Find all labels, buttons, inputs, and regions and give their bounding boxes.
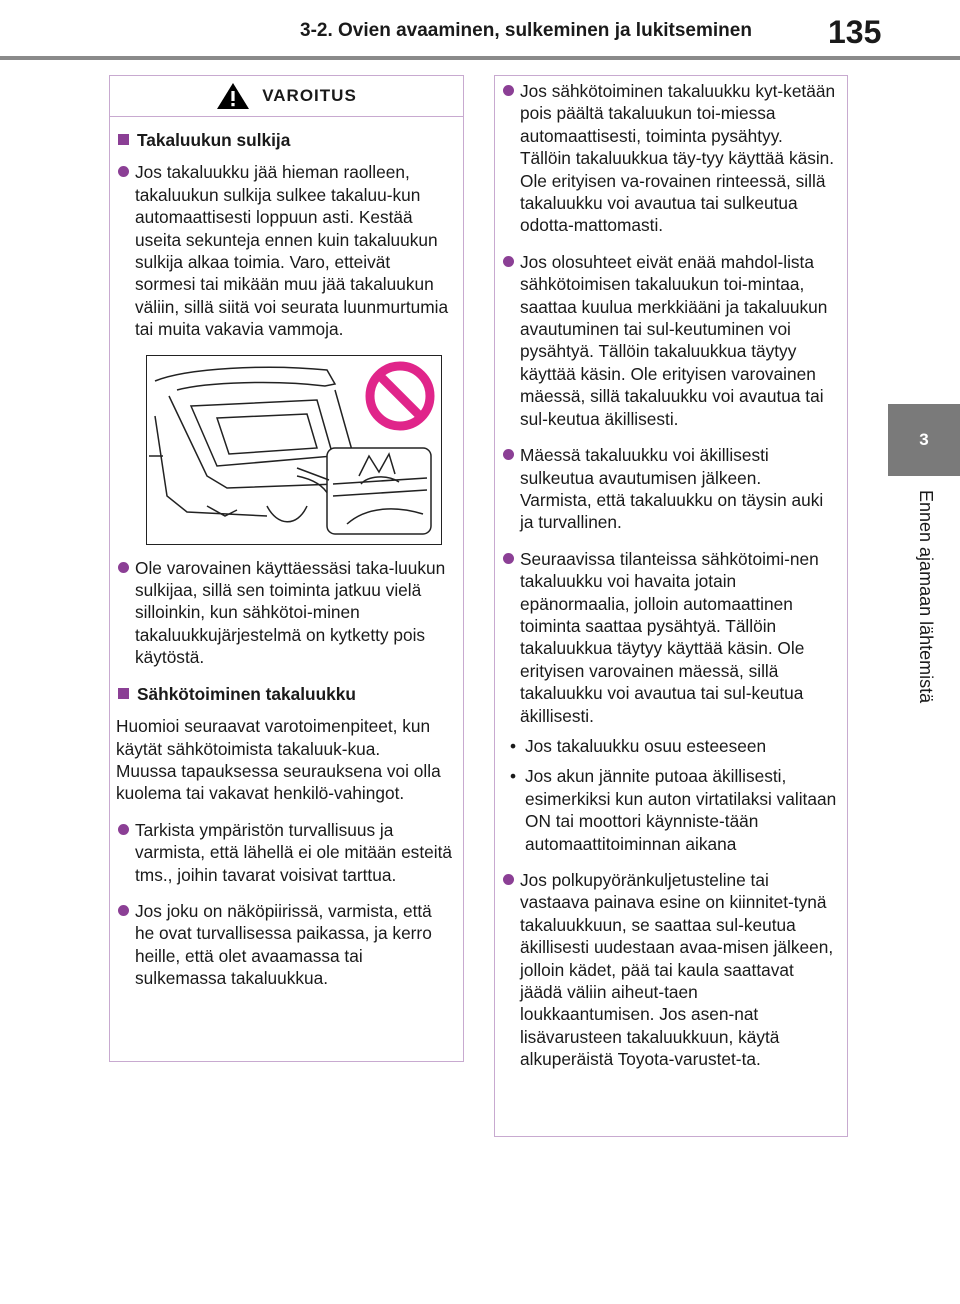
circle-bullet-icon: [503, 449, 514, 460]
circle-bullet-icon: [503, 874, 514, 885]
circle-bullet-icon: [118, 824, 129, 835]
warning-triangle-icon: [216, 82, 250, 110]
sub-list-item: • Jos takaluukku osuu esteeseen: [501, 735, 837, 757]
chapter-tab: [888, 404, 960, 476]
warning-content-right: [495, 76, 847, 1071]
list-item: Ole varovainen käyttäessäsi taka-luukun sulkijaa, sillä sen toiminta jatkuu vielä silloinkin, kun sähkötoi-minen takaluukkujärjestelmä on kytketty pois käytöstä.: [116, 557, 453, 669]
list-item: Jos sähkötoiminen takaluukku kyt-ketään pois päältä takaluukun toi-miessa automaattisesti, toiminta pysähtyy. Tällöin takaluukkua täy-tyy käyttää käsin. Ole erityisen va-rovainen rinteessä, sillä takaluukku voi avautua tai sulkeutua odotta-mattomasti.: [501, 80, 837, 237]
sub-bullet-mark: •: [509, 735, 517, 756]
warning-box-left: [109, 75, 464, 1062]
prohibition-icon: [370, 366, 430, 426]
warning-header: [110, 76, 463, 117]
sub-list-item: • Jos akun jännite putoaa äkillisesti, esimerkiksi kun auton virtatilaksi valitaan ON tai moottori käynniste-tään automaattitoiminnan aikana: [501, 765, 837, 855]
header-title: 3-2. Ovien avaaminen, sulkeminen ja lukitseminen: [300, 20, 752, 41]
list-item: Jos takaluukku jää hieman raolleen, takaluukun sulkija sulkee takaluu-kun automaattisesti loppuun asti. Kestää useita sekunteja ennen kuin takaluukun sulkija alkaa toimia. Varo, etteivät sormesi tai mikään muu jää takaluukun väliin, sillä siitä voi seurata luunmurtumia tai muita vakavia vammoja.: [116, 161, 453, 340]
circle-bullet-icon: [118, 905, 129, 916]
list-item: Mäessä takaluukku voi äkillisesti sulkeutua avautumisen jälkeen. Varmista, että takaluukku on täysin auki ja turvallinen.: [501, 444, 837, 534]
square-bullet-icon: [118, 134, 129, 145]
list-item: Jos joku on näköpiirissä, varmista, että he ovat turvallisessa paikassa, ja kerro heille, että olet avaamassa tai sulkemassa takaluukkua.: [116, 900, 453, 990]
tailgate-illustration: [146, 355, 442, 545]
chapter-label: Ennen ajamaan lähtemistä: [916, 490, 936, 704]
section-heading-tailgate-closer: Takaluukun sulkija: [116, 129, 453, 151]
circle-bullet-icon: [503, 256, 514, 267]
circle-bullet-icon: [503, 85, 514, 96]
warning-box-right: [494, 75, 848, 1137]
section-intro: Huomioi seuraavat varotoimenpiteet, kun käytät sähkötoimista takaluuk-kua. Muussa tapauksessa seurauksena voi olla kuolema tai vakavat henkilö-vahingot.: [116, 716, 441, 804]
header-rule: [0, 56, 960, 60]
sub-bullet-mark: •: [509, 766, 517, 787]
page-number: 135: [828, 14, 882, 50]
circle-bullet-icon: [118, 562, 129, 573]
list-item: Jos olosuhteet eivät enää mahdol-lista sähkötoimisen takaluukun toi-mintaa, saattaa kuulua merkkiääni ja takaluukun avautuminen tai sul-keutuminen voi pysähtyä. Tällöin takaluukkua täytyy käyttää käsin. Ole erityisen varovainen mäessä, sillä takaluukku voi avautua tai sul-keutua äkillisesti.: [501, 251, 837, 430]
circle-bullet-icon: [503, 553, 514, 564]
warning-title: VAROITUS: [262, 86, 357, 105]
list-item: Seuraavissa tilanteissa sähkötoimi-nen takaluukku voi havaita jotain epänormaalia, jolloin automaattinen toiminta saattaa pysähtyä. Tällöin takaluukkua täytyy käyttää käsin. Ole erityisen varovainen mäessä, sillä takaluukku voi avautua tai sul-keutua äkillisesti.: [501, 548, 837, 727]
section-heading-power-tailgate: Sähkötoiminen takaluukku: [116, 683, 453, 705]
square-bullet-icon: [118, 688, 129, 699]
list-item: Jos polkupyöränkuljetusteline tai vastaava painava esine on kiinnitet-tynä takaluukkuun, se saattaa sul-keutua äkillisesti uudestaan avaa-misen jälkeen, jolloin kädet, pää tai kaula saattavat jäädä väliin aiheut-taen loukkaantumisen. Jos asen-nat lisävarusteen takaluukkuun, käytä alkuperäistä Toyota-varustet-ta.: [501, 869, 837, 1071]
list-item: Tarkista ympäristön turvallisuus ja varmista, että lähellä ei ole mitään esteitä tms., joihin tavarat voisivat tarttua.: [116, 819, 453, 886]
chapter-number: 3: [919, 430, 929, 449]
circle-bullet-icon: [118, 166, 129, 177]
warning-content-left: [110, 117, 463, 990]
